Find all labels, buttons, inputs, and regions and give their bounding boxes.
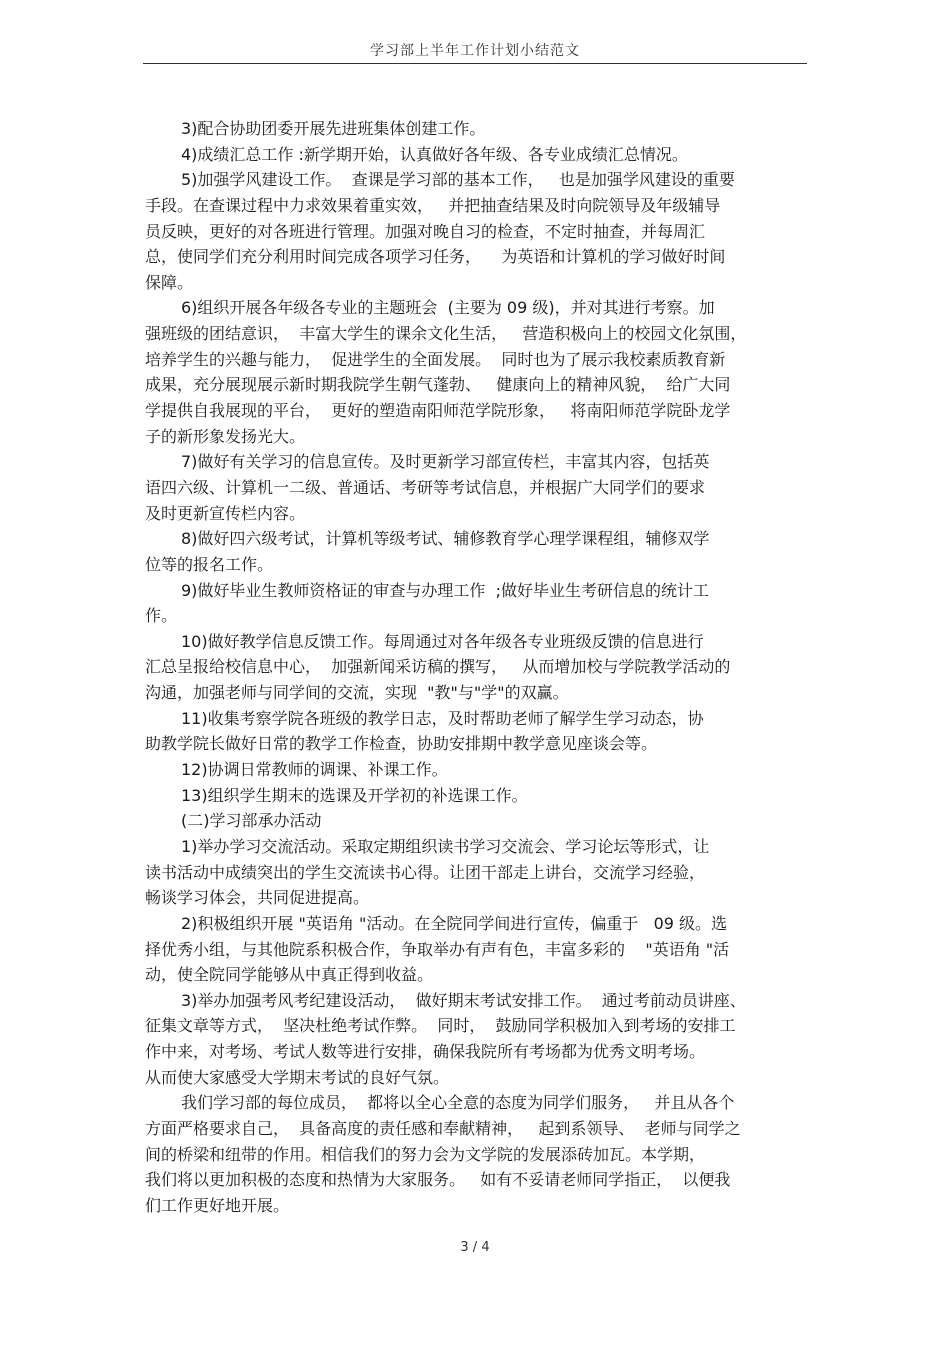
paragraph [145,1090,810,1218]
paragraph-line: 作。 [145,606,178,626]
paragraph [145,578,810,629]
paragraph-line: 助教学院长做好日常的教学工作检查，协助安排期中教学意见座谈会等。 [145,734,658,754]
paragraph-line: 13)组织学生期末的选课及开学初的补选课工作。 [181,785,528,805]
paragraph-line: 择优秀小组，与其他院系积极合作，争取举办有声有色，丰富多彩的 "英语角 "活 [145,939,730,959]
paragraph [145,449,810,526]
document-body [145,116,810,1219]
paragraph-line: 作中来，对考场、考试人数等进行安排，确保我院所有考场都为优秀文明考场。 [145,1042,706,1062]
paragraph-line: 方面严格要求自己， 具备高度的责任感和奉献精神， 起到系领导、 老师与同学之 [145,1118,741,1138]
paragraph-line: 7)做好有关学习的信息宣传。及时更新学习部宣传栏，丰富其内容，包括英 [181,452,710,472]
paragraph [145,116,810,142]
paragraph [145,783,810,809]
paragraph-line: 读书活动中成绩突出的学生交流读书心得。让团干部走上讲台，交流学习经验， [145,862,706,882]
paragraph-line: 员反映，更好的对各班进行管理。加强对晚自习的检查，不定时抽查，并每周汇 [145,221,706,241]
paragraph-line: 强班级的团结意识， 丰富大学生的课余文化生活， 营造积极向上的校园文化氛围， [145,324,747,344]
paragraph-line: 子的新形象发扬光大。 [145,426,306,446]
paragraph-line: 语四六级、计算机一二级、普通话、考研等考试信息，并根据广大同学们的要求 [145,477,706,497]
paragraph [145,706,810,757]
paragraph-line: 培养学生的兴趣与能力， 促进学生的全面发展。 同时也为了展示我校素质教育新 [145,349,726,369]
paragraph-line: 11)收集考察学院各班级的教学日志，及时帮助老师了解学生学习动态，协 [181,708,704,728]
paragraph-line: 及时更新宣传栏内容。 [145,503,306,523]
paragraph [145,629,810,706]
paragraph-line: 成果，充分展现展示新时期我院学生朝气蓬勃、 健康向上的精神风貌， 给广大同 [145,375,731,395]
page-number: 3 / 4 [460,1240,490,1255]
paragraph-line: 12)协调日常教师的调课、补课工作。 [181,760,448,780]
paragraph [145,167,810,295]
paragraph [145,808,810,834]
paragraph-line: 1)举办学习交流活动。采取定期组织读书学习交流会、学习论坛等形式，让 [181,836,710,856]
paragraph [145,757,810,783]
paragraph-line: 3)举办加强考风考纪建设活动， 做好期末考试安排工作。 通过考前动员讲座、 [181,990,746,1010]
paragraph-line: 位等的报名工作。 [145,554,274,574]
paragraph-line: 我们将以更加积极的态度和热情为大家服务。 如有不妥请老师同学指正， 以便我 [145,1170,731,1190]
paragraph-line: 征集文章等方式， 坚决杜绝考试作弊。 同时， 鼓励同学积极加入到考场的安排工 [145,1016,736,1036]
paragraph-line: 9)做好毕业生教师资格证的审查与办理工作 ;做好毕业生考研信息的统计工 [181,580,709,600]
paragraph-line: 3)配合协助团委开展先进班集体创建工作。 [181,119,486,138]
paragraph [145,526,810,577]
paragraph-line: 汇总呈报给校信息中心， 加强新闻采访稿的撰写， 从而增加校与学院教学活动的 [145,657,731,677]
paragraph [145,988,810,1091]
paragraph-line: 沟通，加强老师与同学间的交流，实现 "教"与"学"的双赢。 [145,683,569,703]
paragraph-line: 从而使大家感受大学期末考试的良好气氛。 [145,1067,450,1087]
paragraph-line: 6)组织开展各年级各专业的主题班会 (主要为 09 级)，并对其进行考察。加 [181,298,715,318]
paragraph-line: 动，使全院同学能够从中真正得到收益。 [145,965,434,985]
running-header-title: 学习部上半年工作计划小结范文 [370,43,580,59]
paragraph-line: 手段。在查课过程中力求效果着重实效， 并把抽查结果及时向院领导及年级辅导 [145,195,721,215]
paragraph [145,295,810,449]
paragraph-line: 畅谈学习体会，共同促进提高。 [145,888,370,908]
paragraph-line: 5)加强学风建设工作。 查课是学习部的基本工作， 也是加强学风建设的重要 [181,170,735,190]
paragraph [145,911,810,988]
paragraph-line: 2)积极组织开展 "英语角 "活动。在全院同学间进行宣传，偏重于 09 级。选 [181,913,728,933]
paragraph [145,834,810,911]
paragraph-line: 间的桥梁和纽带的作用。相信我们的努力会为文学院的发展添砖加瓦。本学期， [145,1144,706,1164]
paragraph-line: 我们学习部的每位成员， 都将以全心全意的态度为同学们服务， 并且从各个 [181,1093,735,1113]
paragraph-line: (二)学习部承办活动 [181,811,322,831]
paragraph-line: 4)成绩汇总工作 :新学期开始，认真做好各年级、各专业成绩汇总情况。 [181,144,688,164]
header-rule [143,63,807,64]
paragraph [145,142,810,168]
paragraph-line: 10)做好教学信息反馈工作。每周通过对各年级各专业班级反馈的信息进行 [181,631,704,651]
paragraph-line: 们工作更好地开展。 [145,1195,290,1215]
paragraph-line: 学提供自我展现的平台， 更好的塑造南阳师范学院形象， 将南阳师范学院卧龙学 [145,401,731,421]
paragraph-line: 保障。 [145,272,194,292]
paragraph-line: 8)做好四六级考试，计算机等级考试、辅修教育学心理学课程组，辅修双学 [181,529,710,549]
paragraph-line: 总，使同学们充分利用时间完成各项学习任务， 为英语和计算机的学习做好时间 [145,247,726,267]
